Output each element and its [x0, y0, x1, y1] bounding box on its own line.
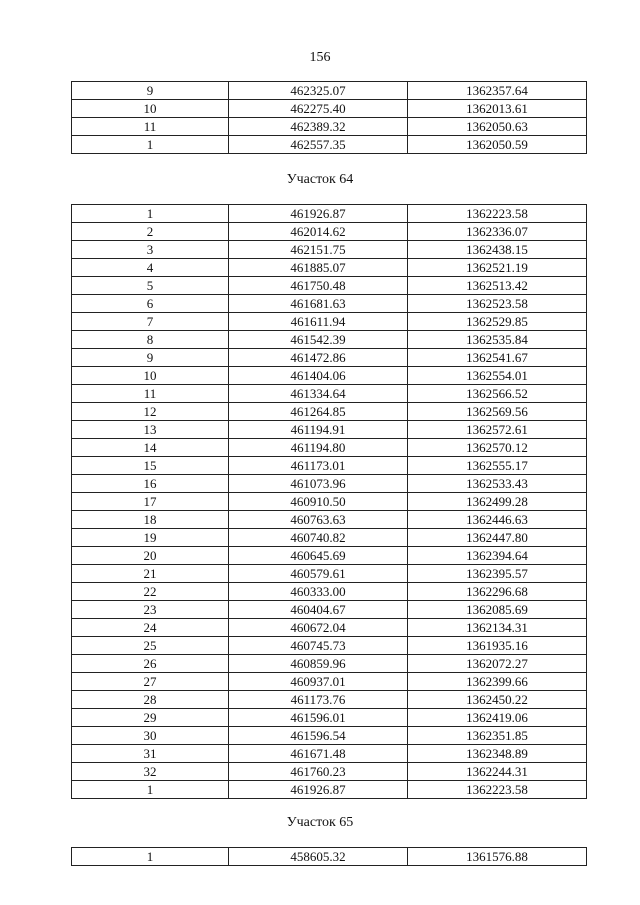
point-number-cell: 28 [72, 691, 229, 709]
table-row [72, 439, 587, 457]
y-coordinate-cell: 1362223.58 [408, 781, 587, 799]
point-number-cell: 16 [72, 475, 229, 493]
point-number-cell: 3 [72, 241, 229, 259]
table-row [72, 403, 587, 421]
y-coordinate-cell: 1362223.58 [408, 205, 587, 223]
x-coordinate-cell: 461472.86 [229, 349, 408, 367]
table-row [72, 349, 587, 367]
x-coordinate-cell: 461596.54 [229, 727, 408, 745]
x-coordinate-cell: 461885.07 [229, 259, 408, 277]
x-coordinate-cell: 460763.63 [229, 511, 408, 529]
y-coordinate-cell: 1362013.61 [408, 100, 587, 118]
x-coordinate-cell: 462275.40 [229, 100, 408, 118]
section-title-64: Участок 64 [286, 172, 354, 187]
point-number-cell: 32 [72, 763, 229, 781]
y-coordinate-cell: 1362244.31 [408, 763, 587, 781]
table-row [72, 259, 587, 277]
y-coordinate-cell: 1362555.17 [408, 457, 587, 475]
x-coordinate-cell: 462557.35 [229, 136, 408, 154]
y-coordinate-cell: 1362395.57 [408, 565, 587, 583]
y-coordinate-cell: 1362134.31 [408, 619, 587, 637]
point-number-cell: 11 [72, 385, 229, 403]
point-number-cell: 9 [72, 82, 229, 100]
y-coordinate-cell: 1362438.15 [408, 241, 587, 259]
table-row [72, 82, 587, 100]
point-number-cell: 20 [72, 547, 229, 565]
y-coordinate-cell: 1362572.61 [408, 421, 587, 439]
point-number-cell: 1 [72, 136, 229, 154]
table-row [72, 313, 587, 331]
y-coordinate-cell: 1362419.06 [408, 709, 587, 727]
section-title-65: Участок 65 [286, 815, 354, 830]
y-coordinate-cell: 1362351.85 [408, 727, 587, 745]
table-row [72, 763, 587, 781]
table-row [72, 223, 587, 241]
y-coordinate-cell: 1362513.42 [408, 277, 587, 295]
x-coordinate-cell: 461596.01 [229, 709, 408, 727]
x-coordinate-cell: 460333.00 [229, 583, 408, 601]
x-coordinate-cell: 461671.48 [229, 745, 408, 763]
point-number-cell: 9 [72, 349, 229, 367]
point-number-cell: 8 [72, 331, 229, 349]
y-coordinate-cell: 1362296.68 [408, 583, 587, 601]
point-number-cell: 10 [72, 367, 229, 385]
table-row [72, 205, 587, 223]
x-coordinate-cell: 461173.76 [229, 691, 408, 709]
y-coordinate-cell: 1362554.01 [408, 367, 587, 385]
x-coordinate-cell: 461073.96 [229, 475, 408, 493]
x-coordinate-cell: 461926.87 [229, 781, 408, 799]
point-number-cell: 4 [72, 259, 229, 277]
x-coordinate-cell: 461750.48 [229, 277, 408, 295]
x-coordinate-cell: 460859.96 [229, 655, 408, 673]
y-coordinate-cell: 1362569.56 [408, 403, 587, 421]
x-coordinate-cell: 461542.39 [229, 331, 408, 349]
table-row [72, 547, 587, 565]
table-row [72, 331, 587, 349]
coordinates-table-continued [71, 81, 587, 154]
table-row [72, 421, 587, 439]
y-coordinate-cell: 1361576.88 [408, 848, 587, 866]
x-coordinate-cell: 461926.87 [229, 205, 408, 223]
table-row [72, 511, 587, 529]
x-coordinate-cell: 461611.94 [229, 313, 408, 331]
table-row [72, 385, 587, 403]
table-row [72, 277, 587, 295]
point-number-cell: 14 [72, 439, 229, 457]
x-coordinate-cell: 461194.91 [229, 421, 408, 439]
table-row [72, 100, 587, 118]
table-row [72, 601, 587, 619]
point-number-cell: 15 [72, 457, 229, 475]
x-coordinate-cell: 462389.32 [229, 118, 408, 136]
table-row [72, 745, 587, 763]
x-coordinate-cell: 461404.06 [229, 367, 408, 385]
x-coordinate-cell: 460740.82 [229, 529, 408, 547]
point-number-cell: 11 [72, 118, 229, 136]
x-coordinate-cell: 461264.85 [229, 403, 408, 421]
point-number-cell: 17 [72, 493, 229, 511]
table-row [72, 655, 587, 673]
y-coordinate-cell: 1362050.63 [408, 118, 587, 136]
point-number-cell: 7 [72, 313, 229, 331]
x-coordinate-cell: 461194.80 [229, 439, 408, 457]
y-coordinate-cell: 1362072.27 [408, 655, 587, 673]
y-coordinate-cell: 1362050.59 [408, 136, 587, 154]
x-coordinate-cell: 462151.75 [229, 241, 408, 259]
table-row [72, 727, 587, 745]
x-coordinate-cell: 461334.64 [229, 385, 408, 403]
y-coordinate-cell: 1362499.28 [408, 493, 587, 511]
table-row [72, 583, 587, 601]
x-coordinate-cell: 461760.23 [229, 763, 408, 781]
table-row [72, 475, 587, 493]
point-number-cell: 6 [72, 295, 229, 313]
table-row [72, 118, 587, 136]
y-coordinate-cell: 1362541.67 [408, 349, 587, 367]
y-coordinate-cell: 1362336.07 [408, 223, 587, 241]
point-number-cell: 22 [72, 583, 229, 601]
y-coordinate-cell: 1362521.19 [408, 259, 587, 277]
point-number-cell: 1 [72, 848, 229, 866]
table-row [72, 673, 587, 691]
point-number-cell: 1 [72, 205, 229, 223]
x-coordinate-cell: 461681.63 [229, 295, 408, 313]
y-coordinate-cell: 1362450.22 [408, 691, 587, 709]
point-number-cell: 30 [72, 727, 229, 745]
y-coordinate-cell: 1361935.16 [408, 637, 587, 655]
point-number-cell: 25 [72, 637, 229, 655]
point-number-cell: 5 [72, 277, 229, 295]
table-row [72, 136, 587, 154]
table-row [72, 295, 587, 313]
x-coordinate-cell: 460910.50 [229, 493, 408, 511]
y-coordinate-cell: 1362085.69 [408, 601, 587, 619]
point-number-cell: 26 [72, 655, 229, 673]
point-number-cell: 21 [72, 565, 229, 583]
table-row [72, 367, 587, 385]
coordinates-table-section-65 [71, 847, 587, 866]
point-number-cell: 19 [72, 529, 229, 547]
y-coordinate-cell: 1362523.58 [408, 295, 587, 313]
table-row [72, 493, 587, 511]
table-row [72, 709, 587, 727]
y-coordinate-cell: 1362394.64 [408, 547, 587, 565]
coordinates-table-section-64 [71, 204, 587, 799]
x-coordinate-cell: 461173.01 [229, 457, 408, 475]
point-number-cell: 31 [72, 745, 229, 763]
y-coordinate-cell: 1362566.52 [408, 385, 587, 403]
table-row [72, 529, 587, 547]
table-row [72, 781, 587, 799]
point-number-cell: 23 [72, 601, 229, 619]
table-row [72, 848, 587, 866]
point-number-cell: 10 [72, 100, 229, 118]
y-coordinate-cell: 1362399.66 [408, 673, 587, 691]
y-coordinate-cell: 1362357.64 [408, 82, 587, 100]
x-coordinate-cell: 460404.67 [229, 601, 408, 619]
x-coordinate-cell: 458605.32 [229, 848, 408, 866]
x-coordinate-cell: 460579.61 [229, 565, 408, 583]
table-row [72, 619, 587, 637]
point-number-cell: 12 [72, 403, 229, 421]
table-row [72, 637, 587, 655]
table-row [72, 457, 587, 475]
point-number-cell: 18 [72, 511, 229, 529]
y-coordinate-cell: 1362570.12 [408, 439, 587, 457]
y-coordinate-cell: 1362446.63 [408, 511, 587, 529]
table-row [72, 241, 587, 259]
table-row [72, 691, 587, 709]
point-number-cell: 29 [72, 709, 229, 727]
y-coordinate-cell: 1362529.85 [408, 313, 587, 331]
point-number-cell: 2 [72, 223, 229, 241]
point-number-cell: 27 [72, 673, 229, 691]
point-number-cell: 1 [72, 781, 229, 799]
y-coordinate-cell: 1362535.84 [408, 331, 587, 349]
y-coordinate-cell: 1362533.43 [408, 475, 587, 493]
x-coordinate-cell: 460937.01 [229, 673, 408, 691]
x-coordinate-cell: 462014.62 [229, 223, 408, 241]
x-coordinate-cell: 462325.07 [229, 82, 408, 100]
y-coordinate-cell: 1362348.89 [408, 745, 587, 763]
x-coordinate-cell: 460672.04 [229, 619, 408, 637]
table-row [72, 565, 587, 583]
point-number-cell: 13 [72, 421, 229, 439]
point-number-cell: 24 [72, 619, 229, 637]
x-coordinate-cell: 460745.73 [229, 637, 408, 655]
y-coordinate-cell: 1362447.80 [408, 529, 587, 547]
x-coordinate-cell: 460645.69 [229, 547, 408, 565]
page-number: 156 [309, 50, 331, 65]
